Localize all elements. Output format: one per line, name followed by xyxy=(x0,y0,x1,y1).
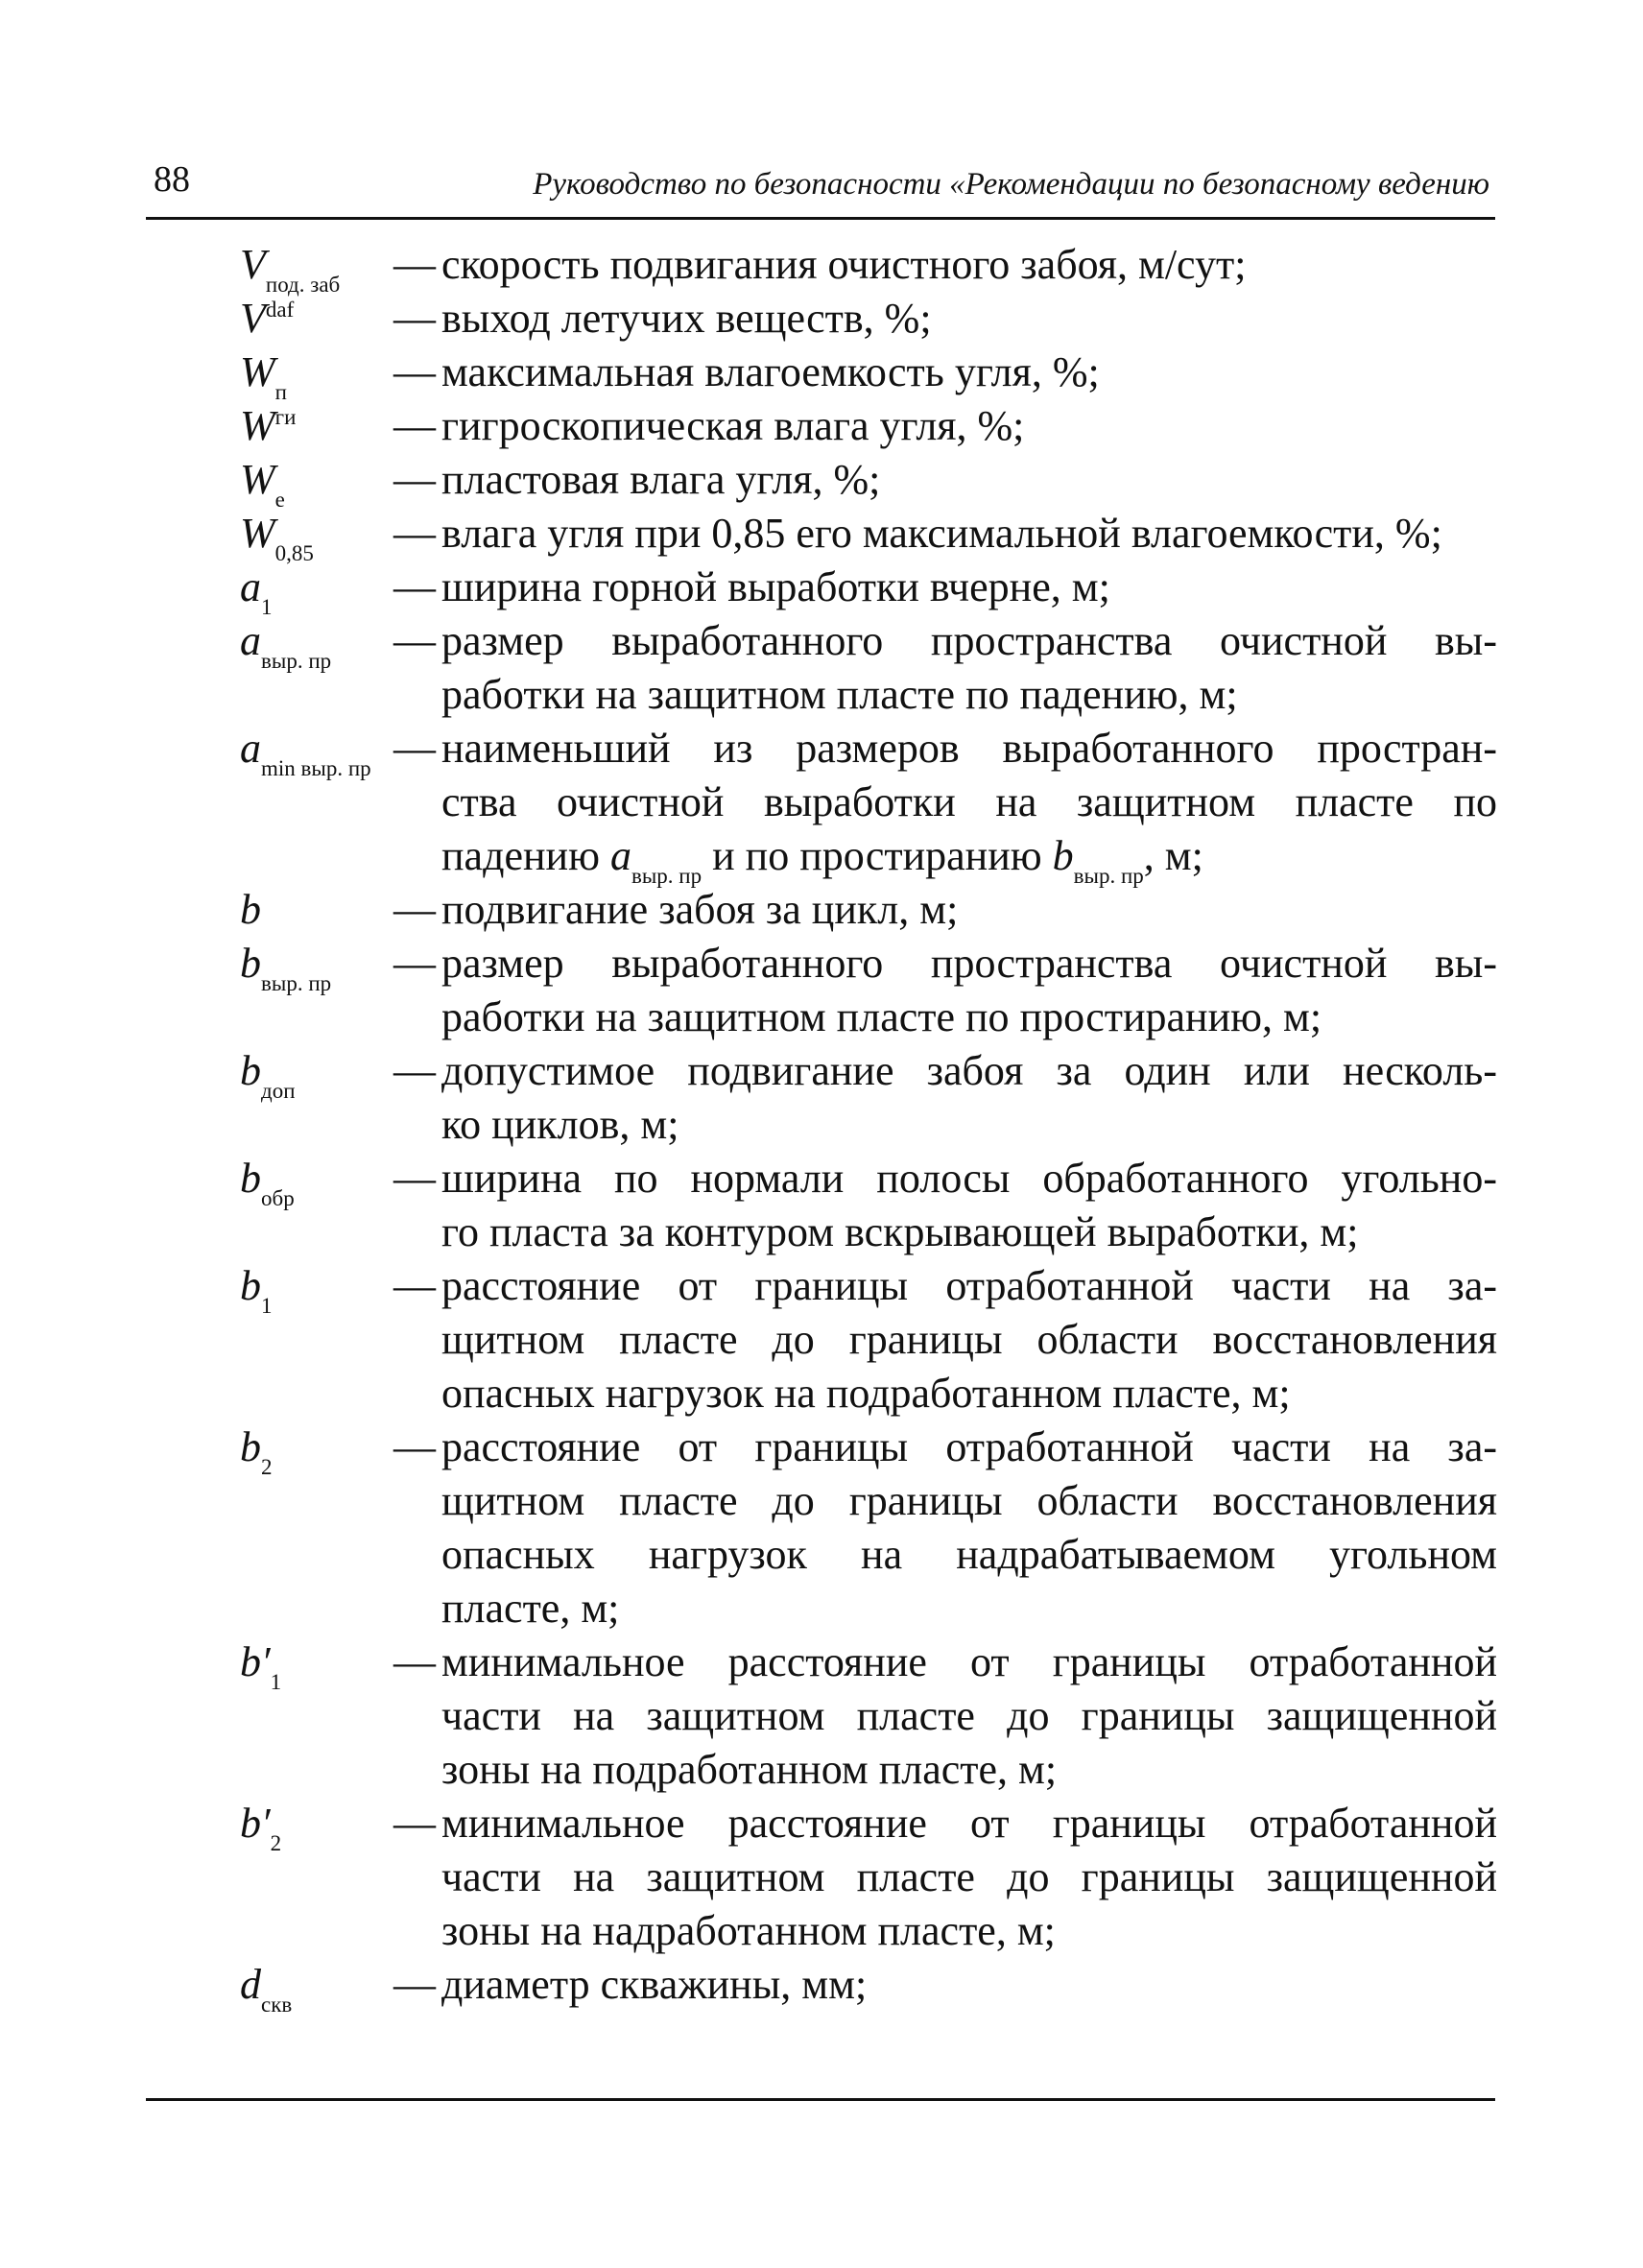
symbol-base: b xyxy=(240,1155,261,1202)
definition-line: зоны на подработанном пласте, м; xyxy=(441,1746,1058,1793)
definition-entry xyxy=(240,614,1497,722)
definition-dash: — xyxy=(393,1800,436,1847)
inline-symbol: a xyxy=(609,832,631,879)
definition-dash: — xyxy=(393,1262,436,1309)
symbol xyxy=(240,722,393,780)
definition-text xyxy=(441,453,1497,507)
header-rule xyxy=(146,217,1495,220)
definition-entry xyxy=(240,883,1497,937)
definition-line: пласте, м; xyxy=(441,1585,620,1632)
inline-text: и по простиранию xyxy=(702,832,1053,879)
symbol-base: V xyxy=(240,295,266,342)
definition-line xyxy=(441,829,1497,888)
definition-line: влага угля при 0,85 его максимальной влагоемкости, %; xyxy=(441,510,1442,557)
symbol xyxy=(240,1797,393,1855)
definition-entry xyxy=(240,1958,1497,2017)
definition-text xyxy=(441,937,1497,1044)
definition-dash: — xyxy=(393,563,436,610)
symbol-base: W xyxy=(240,456,275,503)
symbol-base: b xyxy=(240,886,261,933)
definition-line: расстояние от границы отработанной части на за- xyxy=(441,1262,1497,1309)
symbol xyxy=(240,507,393,565)
symbol-subscript: выр. пр xyxy=(261,649,332,673)
definition-line: ко циклов, м; xyxy=(441,1101,679,1148)
definition-line: части на защитном пласте до границы защищенной xyxy=(441,1853,1497,1900)
definition-line: ширина по нормали полосы обработанного угольно- xyxy=(441,1155,1497,1202)
definition-dash: — xyxy=(393,295,436,342)
symbol-base: b′ xyxy=(240,1638,271,1685)
symbol xyxy=(240,346,393,404)
definition-entry xyxy=(240,292,1497,346)
definition-line: допустимое подвигание забоя за один или несколь- xyxy=(441,1047,1497,1094)
definition-line: размер выработанного пространства очистной вы- xyxy=(441,617,1497,664)
definition-text xyxy=(441,1259,1497,1420)
definition-line: опасных нагрузок на надрабатываемом угольном xyxy=(441,1531,1497,1578)
inline-subscript: выр. пр xyxy=(1073,864,1144,888)
symbol-base: b xyxy=(240,1047,261,1094)
symbol xyxy=(240,399,393,453)
symbol-base: b xyxy=(240,940,261,987)
definition-entry xyxy=(240,1044,1497,1152)
definition-entry xyxy=(240,507,1497,565)
definition-line: скорость подвигания очистного забоя, м/сут; xyxy=(441,241,1247,288)
symbol-subscript: 1 xyxy=(261,595,273,619)
definition-text xyxy=(441,1958,1497,2012)
symbol-subscript: скв xyxy=(261,1993,293,2017)
page-number: 88 xyxy=(154,159,190,200)
symbol xyxy=(240,453,393,512)
definition-line: пластовая влага угля, %; xyxy=(441,456,881,503)
definition-text xyxy=(441,722,1497,888)
symbol-subscript: е xyxy=(274,488,285,512)
definition-line: подвигание забоя за цикл, м; xyxy=(441,886,959,933)
symbol-base: a xyxy=(240,563,261,610)
symbol-subscript: 1 xyxy=(261,1294,273,1318)
definition-line: выход летучих веществ, %; xyxy=(441,295,932,342)
symbol xyxy=(240,883,393,937)
definition-line: размер выработанного пространства очистной вы- xyxy=(441,940,1497,987)
definitions-list xyxy=(240,238,1497,2017)
definition-entry xyxy=(240,1420,1497,1635)
definition-line: максимальная влагоемкость угля, %; xyxy=(441,348,1100,395)
symbol-base: V xyxy=(240,241,266,288)
symbol xyxy=(240,1152,393,1210)
definition-entry xyxy=(240,1797,1497,1958)
definition-dash: — xyxy=(393,1961,436,2008)
symbol xyxy=(240,1259,393,1318)
symbol xyxy=(240,1958,393,2017)
definition-dash: — xyxy=(393,241,436,288)
symbol xyxy=(240,614,393,673)
symbol xyxy=(240,1420,393,1479)
inline-text: падению xyxy=(441,832,610,879)
definition-dash: — xyxy=(393,1155,436,1202)
symbol-superscript: daf xyxy=(265,298,295,322)
symbol-subscript: доп xyxy=(261,1079,296,1103)
definition-text xyxy=(441,1797,1497,1958)
definition-dash: — xyxy=(393,348,436,395)
definition-dash: — xyxy=(393,940,436,987)
symbol-base: W xyxy=(240,402,275,449)
definition-line: наименьший из размеров выработанного простран- xyxy=(441,725,1497,772)
definition-dash: — xyxy=(393,1638,436,1685)
definition-entry xyxy=(240,1635,1497,1797)
definition-line: ства очистной выработки на защитном пласте по xyxy=(441,778,1497,825)
definition-line: гигроскопическая влага угля, %; xyxy=(441,402,1025,449)
definition-text xyxy=(441,1152,1497,1259)
definition-line: го пласта за контуром вскрывающей выработки, м; xyxy=(441,1208,1359,1255)
symbol-base: W xyxy=(240,348,275,395)
definition-text xyxy=(441,614,1497,722)
definition-entry xyxy=(240,346,1497,404)
definition-dash: — xyxy=(393,402,436,449)
definition-entry xyxy=(240,1259,1497,1420)
symbol xyxy=(240,1635,393,1694)
symbol-base: a xyxy=(240,725,261,772)
definition-line: ширина горной выработки вчерне, м; xyxy=(441,563,1110,610)
definition-line: части на защитном пласте до границы защищенной xyxy=(441,1692,1497,1739)
inline-text: , м; xyxy=(1143,832,1203,879)
definition-text xyxy=(441,561,1497,614)
definition-dash: — xyxy=(393,617,436,664)
symbol xyxy=(240,238,393,297)
definition-line: расстояние от границы отработанной части на за- xyxy=(441,1423,1497,1470)
running-header: Руководство по безопасности «Рекомендации по безопасному ведению xyxy=(533,167,1489,202)
definition-text xyxy=(441,883,1497,937)
definition-dash: — xyxy=(393,456,436,503)
definition-entry xyxy=(240,561,1497,619)
definition-dash: — xyxy=(393,886,436,933)
definition-entry xyxy=(240,453,1497,512)
symbol-base: d xyxy=(240,1961,261,2008)
definition-text xyxy=(441,507,1497,561)
symbol-subscript: обр xyxy=(261,1186,295,1210)
symbol xyxy=(240,1044,393,1103)
definition-text xyxy=(441,292,1497,346)
inline-symbol: b xyxy=(1052,832,1074,879)
definition-line: минимальное расстояние от границы отработанной xyxy=(441,1638,1497,1685)
definition-line: опасных нагрузок на подработанном пласте, м; xyxy=(441,1370,1291,1417)
definition-text xyxy=(441,399,1497,453)
definition-text xyxy=(441,346,1497,399)
definition-line: диаметр скважины, мм; xyxy=(441,1961,868,2008)
symbol-base: b xyxy=(240,1262,261,1309)
definition-line: работки на защитном пласте по простиранию, м; xyxy=(441,993,1322,1040)
symbol-subscript: min выр. пр xyxy=(261,756,371,780)
definition-text xyxy=(441,1420,1497,1635)
symbol-subscript: 2 xyxy=(270,1831,282,1855)
definition-text xyxy=(441,1044,1497,1152)
definition-dash: — xyxy=(393,1423,436,1470)
definition-dash: — xyxy=(393,510,436,557)
definition-line: щитном пласте до границы области восстановления xyxy=(441,1316,1497,1363)
symbol-subscript: 2 xyxy=(261,1455,273,1479)
definition-text xyxy=(441,1635,1497,1797)
symbol-subscript: 0,85 xyxy=(274,541,314,565)
inline-subscript: выр. пр xyxy=(631,864,702,888)
definition-line: минимальное расстояние от границы отработанной xyxy=(441,1800,1497,1847)
definition-line: работки на защитном пласте по падению, м; xyxy=(441,671,1238,718)
symbol-base: b′ xyxy=(240,1800,271,1847)
symbol xyxy=(240,937,393,995)
symbol xyxy=(240,292,393,346)
symbol-base: W xyxy=(240,510,275,557)
definition-dash: — xyxy=(393,725,436,772)
symbol-subscript: 1 xyxy=(270,1670,282,1694)
footer-rule xyxy=(146,2098,1495,2101)
definition-text xyxy=(441,238,1497,292)
symbol-superscript: ги xyxy=(274,405,297,429)
symbol xyxy=(240,561,393,619)
symbol-subscript: п xyxy=(274,380,287,404)
definition-entry xyxy=(240,399,1497,453)
symbol-subscript: под. заб xyxy=(265,273,341,297)
symbol-base: b xyxy=(240,1423,261,1470)
symbol-base: a xyxy=(240,617,261,664)
definition-entry xyxy=(240,238,1497,297)
definition-entry xyxy=(240,1152,1497,1259)
definition-entry xyxy=(240,937,1497,1044)
symbol-subscript: выр. пр xyxy=(261,971,332,995)
definition-entry xyxy=(240,722,1497,888)
definition-line: зоны на надработанном пласте, м; xyxy=(441,1907,1056,1954)
definition-line: щитном пласте до границы области восстановления xyxy=(441,1477,1497,1524)
definition-dash: — xyxy=(393,1047,436,1094)
